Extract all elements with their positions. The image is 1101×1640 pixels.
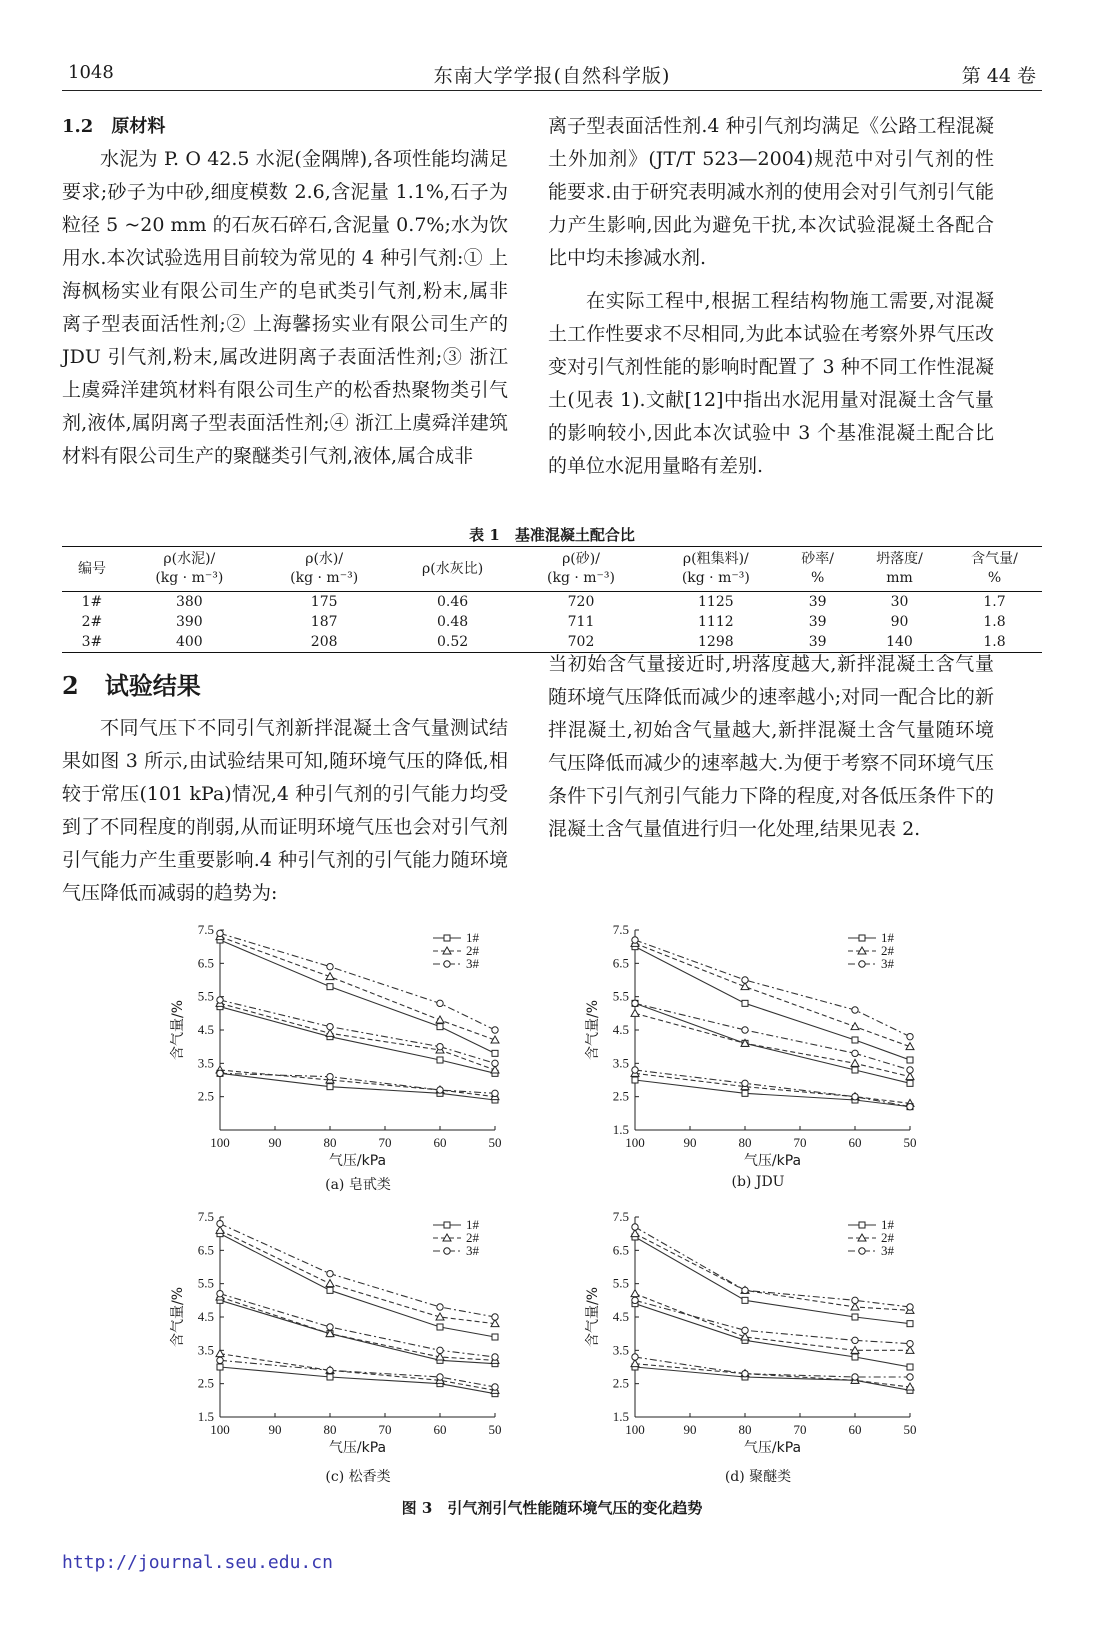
table-cell: 39 xyxy=(783,632,852,653)
table-cell: 3# xyxy=(62,632,122,653)
series-line xyxy=(220,1070,495,1097)
data-point xyxy=(492,1090,498,1096)
table-cell: 175 xyxy=(310,594,338,610)
y-tick-label: 2.5 xyxy=(612,1088,629,1104)
legend-label: 1# xyxy=(881,1217,894,1232)
data-point xyxy=(859,1248,865,1254)
paragraph: 水泥为 P. O 42.5 水泥(金隅牌),各项性能均满足要求;砂子为中砂,细度模数 2.6,含泥量 1.1%,石子为粒径 5 ~20 mm 的石灰石碎石,含泥量 0.7%;水为饮用水.本次试验选用目前较为常见的 4 种引气剂:① 上海枫杨实业有限公司生产的皂甙类引气剂,粉末,属非离子型表面活性剂;② 上海馨扬实业有限公司生产的 JDU 引气剂,粉末,属改进阴离子表面活性剂;③ 浙江上虞舜洋建筑材料有限公司生产的松香热聚物类引气剂,液体,属阴离子型表面活性剂;④ 浙江上虞舜洋建筑材料有限公司生产的聚醚类引气剂,液体,属合成非 xyxy=(62,148,508,467)
series-line xyxy=(220,1300,495,1363)
data-point xyxy=(492,1060,498,1066)
data-point xyxy=(444,1222,450,1228)
data-point xyxy=(492,1354,498,1360)
left-column-upper xyxy=(62,110,508,473)
series-line xyxy=(635,1080,910,1107)
data-point xyxy=(907,1321,913,1327)
y-tick-label: 1.5 xyxy=(197,1409,214,1424)
table-cell: 39 xyxy=(808,614,827,630)
table-cell: 2# xyxy=(81,614,103,630)
data-point xyxy=(852,1037,858,1043)
data-point xyxy=(742,1297,748,1303)
journal-name: 东南大学学报(自然科学版) xyxy=(433,65,671,87)
data-point xyxy=(327,1023,333,1029)
data-point xyxy=(742,1327,748,1333)
x-tick-label: 50 xyxy=(903,1135,917,1150)
table-cell: 711 xyxy=(567,614,595,630)
series-line xyxy=(635,1003,910,1070)
data-point xyxy=(437,1024,443,1030)
table-header-cell: ρ(砂)/ (kg · m⁻³) xyxy=(514,547,649,592)
table-cell: 390 xyxy=(175,614,203,630)
x-tick-label: 100 xyxy=(210,1422,230,1437)
running-header xyxy=(62,58,1042,91)
series-line xyxy=(635,1237,910,1324)
y-axis-label: 含气量/% xyxy=(170,1286,186,1348)
y-tick-label: 6.5 xyxy=(612,955,629,971)
series-line xyxy=(635,943,910,1046)
y-tick-label: 1.5 xyxy=(612,1409,629,1424)
table-cell: 30 xyxy=(890,594,909,610)
data-point xyxy=(632,1224,638,1230)
legend-label: 2# xyxy=(881,943,894,958)
table-cell: 380 xyxy=(175,594,203,610)
data-point xyxy=(492,1050,498,1056)
legend-label: 3# xyxy=(881,956,894,971)
table-header-cell: ρ(水)/ (kg · m⁻³) xyxy=(257,547,392,592)
chart-svg xyxy=(165,1205,525,1455)
y-tick-label: 2.5 xyxy=(612,1375,629,1391)
series-line xyxy=(220,1073,495,1100)
x-tick-label: 90 xyxy=(268,1135,282,1150)
data-point xyxy=(907,1067,913,1073)
table-header-cell: 含气量/ % xyxy=(947,547,1042,592)
y-tick-label: 3.5 xyxy=(197,1342,214,1358)
x-tick-label: 80 xyxy=(323,1422,337,1437)
series-line xyxy=(220,1003,495,1070)
series-line xyxy=(635,1367,910,1390)
figure-caption: 图 3 引气剂引气性能随环境气压的变化趋势 xyxy=(401,1499,703,1517)
y-tick-label: 7.5 xyxy=(612,1209,629,1224)
left-column-lower xyxy=(62,712,508,910)
subcaption-b: (b) JDU xyxy=(731,1174,785,1190)
legend-label: 2# xyxy=(881,1230,894,1245)
data-point xyxy=(632,1354,638,1360)
data-point xyxy=(742,1080,748,1086)
volume-label: 第 44 卷 xyxy=(961,65,1036,87)
x-tick-label: 50 xyxy=(903,1422,917,1437)
series-line xyxy=(220,1007,495,1074)
data-point xyxy=(907,1080,913,1086)
table-cell: 0.52 xyxy=(392,632,514,653)
section-heading-1-2: 1.2 原材料 xyxy=(62,116,166,137)
legend-label: 3# xyxy=(466,1243,479,1258)
data-point xyxy=(852,1007,858,1013)
data-point xyxy=(852,1067,858,1073)
x-tick-label: 100 xyxy=(210,1135,230,1150)
data-point xyxy=(327,1287,333,1293)
data-point xyxy=(492,1314,498,1320)
table-cell: 0.46 xyxy=(437,594,469,610)
data-point xyxy=(216,1226,224,1233)
data-point xyxy=(852,1337,858,1343)
x-tick-label: 70 xyxy=(378,1135,392,1150)
data-point xyxy=(327,963,333,969)
data-point xyxy=(492,1384,498,1390)
series-line xyxy=(220,1234,495,1337)
table-header-row xyxy=(62,547,1042,592)
table-cell: 208 xyxy=(257,632,392,653)
x-tick-label: 70 xyxy=(378,1422,392,1437)
table-header-cell: ρ(粗集料)/ (kg · m⁻³) xyxy=(648,547,783,592)
table-row xyxy=(62,592,1042,613)
paragraph: 在实际工程中,根据工程结构物施工需要,对混凝土工作性要求不尽相同,为此本试验在考察外界气压改变对引气剂性能的影响时配置了 3 种不同工作性混凝土(见表 1).文献[12]中指出水泥用量对混凝土含气量的影响较小,因此本次试验中 3 个基准混凝土配合比的单位水泥用量略有差别. xyxy=(548,290,994,477)
x-tick-label: 90 xyxy=(683,1422,697,1437)
y-tick-label: 5.5 xyxy=(612,988,629,1004)
legend-label: 3# xyxy=(466,956,479,971)
data-point xyxy=(492,1334,498,1340)
table-caption: 表 1 基准混凝土配合比 xyxy=(469,526,635,544)
data-point xyxy=(632,1297,638,1303)
y-tick-label: 6.5 xyxy=(197,955,214,971)
table-cell: 140 xyxy=(852,632,947,653)
x-axis-label: 气压/kPa xyxy=(328,1153,387,1169)
data-point xyxy=(742,1090,748,1096)
data-point xyxy=(742,1027,748,1033)
data-point xyxy=(217,930,223,936)
x-tick-label: 90 xyxy=(683,1135,697,1150)
data-point xyxy=(852,1354,858,1360)
data-point xyxy=(327,1374,333,1380)
y-tick-label: 7.5 xyxy=(197,922,214,937)
data-point xyxy=(327,1367,333,1373)
x-tick-label: 90 xyxy=(268,1422,282,1437)
paragraph: 当初始含气量接近时,坍落度越大,新拌混凝土含气量随环境气压降低而减少的速率越小;对同一配合比的新拌混凝土,初始含气量越大,新拌混凝土含气量随环境气压降低而减少的速率越大.为便于考察不同环境气压条件下引气剂引气能力下降的程度,对各低压条件下的混凝土含气量值进行归一化处理,结果见表 2. xyxy=(548,653,994,840)
chart-b xyxy=(580,918,940,1172)
legend-label: 1# xyxy=(881,930,894,945)
data-point xyxy=(327,1073,333,1079)
table-cell: 39 xyxy=(808,594,827,610)
y-tick-label: 5.5 xyxy=(612,1275,629,1291)
data-point xyxy=(444,935,450,941)
data-point xyxy=(632,1077,638,1083)
table-row xyxy=(62,612,1042,632)
chart-d xyxy=(580,1205,940,1459)
page-number: 1048 xyxy=(68,62,114,83)
x-tick-label: 80 xyxy=(323,1135,337,1150)
data-point xyxy=(852,1374,858,1380)
y-tick-label: 3.5 xyxy=(612,1342,629,1358)
data-point xyxy=(742,1287,748,1293)
x-axis-label: 气压/kPa xyxy=(743,1153,802,1169)
legend-label: 1# xyxy=(466,930,479,945)
x-axis-label: 气压/kPa xyxy=(328,1440,387,1456)
series-line xyxy=(635,940,910,1037)
data-point xyxy=(437,1304,443,1310)
x-tick-label: 60 xyxy=(848,1422,862,1437)
data-point xyxy=(437,1057,443,1063)
data-point xyxy=(742,1370,748,1376)
data-point xyxy=(327,984,333,990)
data-point xyxy=(742,1000,748,1006)
y-axis-label: 含气量/% xyxy=(585,1286,601,1348)
data-point xyxy=(859,961,865,967)
chart-svg xyxy=(580,918,940,1168)
series-line xyxy=(220,1367,495,1394)
table-cell: 1.8 xyxy=(983,614,1006,630)
data-point xyxy=(217,1357,223,1363)
x-tick-label: 50 xyxy=(488,1422,502,1437)
y-tick-label: 2.5 xyxy=(197,1088,214,1104)
y-tick-label: 6.5 xyxy=(197,1242,214,1258)
subcaption-d: (d) 聚醚类 xyxy=(724,1469,792,1485)
x-tick-label: 50 xyxy=(488,1135,502,1150)
y-tick-label: 3.5 xyxy=(197,1055,214,1071)
table-cell: 90 xyxy=(890,614,909,630)
data-point xyxy=(217,1364,223,1370)
data-point xyxy=(852,1314,858,1320)
data-point xyxy=(631,1360,639,1367)
data-point xyxy=(907,1304,913,1310)
x-tick-label: 70 xyxy=(793,1422,807,1437)
legend-label: 1# xyxy=(466,1217,479,1232)
legend-label: 3# xyxy=(881,1243,894,1258)
data-point xyxy=(907,1033,913,1039)
data-point xyxy=(492,1027,498,1033)
data-point xyxy=(217,1220,223,1226)
y-tick-label: 6.5 xyxy=(612,1242,629,1258)
paragraph: 不同气压下不同引气剂新拌混凝土含气量测试结果如图 3 所示,由试验结果可知,随环境气压的降低,相较于常压(101 kPa)情况,4 种引气剂的引气能力均受到了不同程度的削弱,从而证明环境气压也会对引气剂引气能力产生重要影响.4 种引气剂的引气能力随环境气压降低而减弱的趋势为: xyxy=(62,717,508,904)
data-point xyxy=(437,1043,443,1049)
data-point xyxy=(852,1093,858,1099)
series-line xyxy=(220,1294,495,1357)
x-tick-label: 80 xyxy=(738,1422,752,1437)
y-tick-label: 7.5 xyxy=(197,1209,214,1224)
data-point xyxy=(741,1333,749,1340)
table-cell: 400 xyxy=(122,632,257,653)
y-tick-label: 4.5 xyxy=(197,1309,214,1324)
series-line xyxy=(220,1073,495,1093)
chart-svg xyxy=(580,1205,940,1455)
data-point xyxy=(327,1084,333,1090)
chart-a xyxy=(165,918,525,1172)
series-line xyxy=(635,1227,910,1307)
series-line xyxy=(220,1230,495,1323)
data-point xyxy=(326,1280,334,1287)
data-point xyxy=(327,1324,333,1330)
x-tick-label: 60 xyxy=(433,1135,447,1150)
table-header-cell: 编号 xyxy=(62,547,122,592)
y-tick-label: 5.5 xyxy=(197,988,214,1004)
x-tick-label: 80 xyxy=(738,1135,752,1150)
right-column-upper xyxy=(548,110,994,483)
series-line xyxy=(220,1297,495,1360)
data-point xyxy=(631,1290,639,1297)
data-point xyxy=(631,1230,639,1237)
data-point xyxy=(907,1364,913,1370)
table-cell: 720 xyxy=(567,594,595,610)
data-point xyxy=(859,935,865,941)
y-tick-label: 4.5 xyxy=(612,1309,629,1324)
series-line xyxy=(635,1003,910,1083)
data-point xyxy=(437,1087,443,1093)
data-point xyxy=(851,1059,859,1066)
data-point xyxy=(327,1270,333,1276)
table-cell: 0.48 xyxy=(437,614,469,630)
table-cell: 702 xyxy=(514,632,649,653)
table-header-cell: ρ(水灰比) xyxy=(392,547,514,592)
table-cell: 1.8 xyxy=(947,632,1042,653)
data-point xyxy=(632,937,638,943)
data-point xyxy=(741,983,749,990)
legend-label: 2# xyxy=(466,943,479,958)
data-point xyxy=(632,1000,638,1006)
legend-label: 2# xyxy=(466,1230,479,1245)
series-line xyxy=(220,940,495,1053)
data-point xyxy=(217,1290,223,1296)
subcaption-c: (c) 松香类 xyxy=(325,1469,391,1485)
y-tick-label: 4.5 xyxy=(612,1022,629,1037)
data-point xyxy=(906,1073,914,1080)
series-line xyxy=(220,937,495,1040)
right-column-lower xyxy=(548,648,994,846)
data-point xyxy=(217,997,223,1003)
paragraph: 离子型表面活性剂.4 种引气剂均满足《公路工程混凝土外加剂》(JT/T 523—2004)规范中对引气剂的性能要求.由于研究表明减水剂的使用会对引气剂引气能力产生影响,因此为避免干扰,本次试验混凝土各配合比中均未掺减水剂. xyxy=(548,115,994,269)
y-axis-label: 含气量/% xyxy=(170,999,186,1061)
y-tick-label: 7.5 xyxy=(612,922,629,937)
data-point xyxy=(907,1057,913,1063)
y-tick-label: 2.5 xyxy=(197,1375,214,1391)
x-axis-label: 气压/kPa xyxy=(743,1440,802,1456)
chart-c xyxy=(165,1205,525,1459)
table-header-cell: 坍落度/ mm xyxy=(852,547,947,592)
series-line xyxy=(635,1300,910,1343)
data-point xyxy=(436,1016,444,1023)
data-point xyxy=(444,1248,450,1254)
table-cell: 187 xyxy=(310,614,338,630)
x-tick-label: 60 xyxy=(433,1422,447,1437)
data-point xyxy=(742,977,748,983)
table-cell: 1112 xyxy=(698,614,734,630)
table-1 xyxy=(62,546,1042,653)
data-point xyxy=(217,1070,223,1076)
data-point xyxy=(907,1374,913,1380)
y-axis-label: 含气量/% xyxy=(585,999,601,1061)
series-line xyxy=(220,933,495,1030)
data-point xyxy=(852,1050,858,1056)
data-point xyxy=(631,1009,639,1016)
table-cell: 1.7 xyxy=(983,594,1006,610)
series-line xyxy=(635,1234,910,1311)
data-point xyxy=(852,1297,858,1303)
x-tick-label: 100 xyxy=(625,1135,645,1150)
table-cell: 1298 xyxy=(648,632,783,653)
table-header-cell: 砂率/ % xyxy=(783,547,852,592)
x-tick-label: 100 xyxy=(625,1422,645,1437)
data-point xyxy=(907,1103,913,1109)
table-header-cell: ρ(水泥)/ (kg · m⁻³) xyxy=(122,547,257,592)
series-line xyxy=(635,1304,910,1367)
data-point xyxy=(437,1000,443,1006)
x-tick-label: 60 xyxy=(848,1135,862,1150)
data-point xyxy=(437,1324,443,1330)
data-point xyxy=(859,1222,865,1228)
y-tick-label: 4.5 xyxy=(197,1022,214,1037)
data-point xyxy=(632,1067,638,1073)
chart-svg xyxy=(165,918,525,1168)
table-cell: 1# xyxy=(81,594,103,610)
footer-url-link[interactable]: http://journal.seu.edu.cn xyxy=(62,1552,333,1573)
data-point xyxy=(437,1347,443,1353)
series-line xyxy=(635,1364,910,1387)
section-heading-2: 2 试验结果 xyxy=(62,671,201,700)
y-tick-label: 5.5 xyxy=(197,1275,214,1291)
data-point xyxy=(444,961,450,967)
subcaption-a: (a) 皂甙类 xyxy=(325,1177,391,1193)
x-tick-label: 70 xyxy=(793,1135,807,1150)
y-tick-label: 3.5 xyxy=(612,1055,629,1071)
y-tick-label: 1.5 xyxy=(612,1122,629,1137)
data-point xyxy=(437,1374,443,1380)
table-cell: 1125 xyxy=(698,594,734,610)
data-point xyxy=(326,1029,334,1036)
data-point xyxy=(907,1340,913,1346)
